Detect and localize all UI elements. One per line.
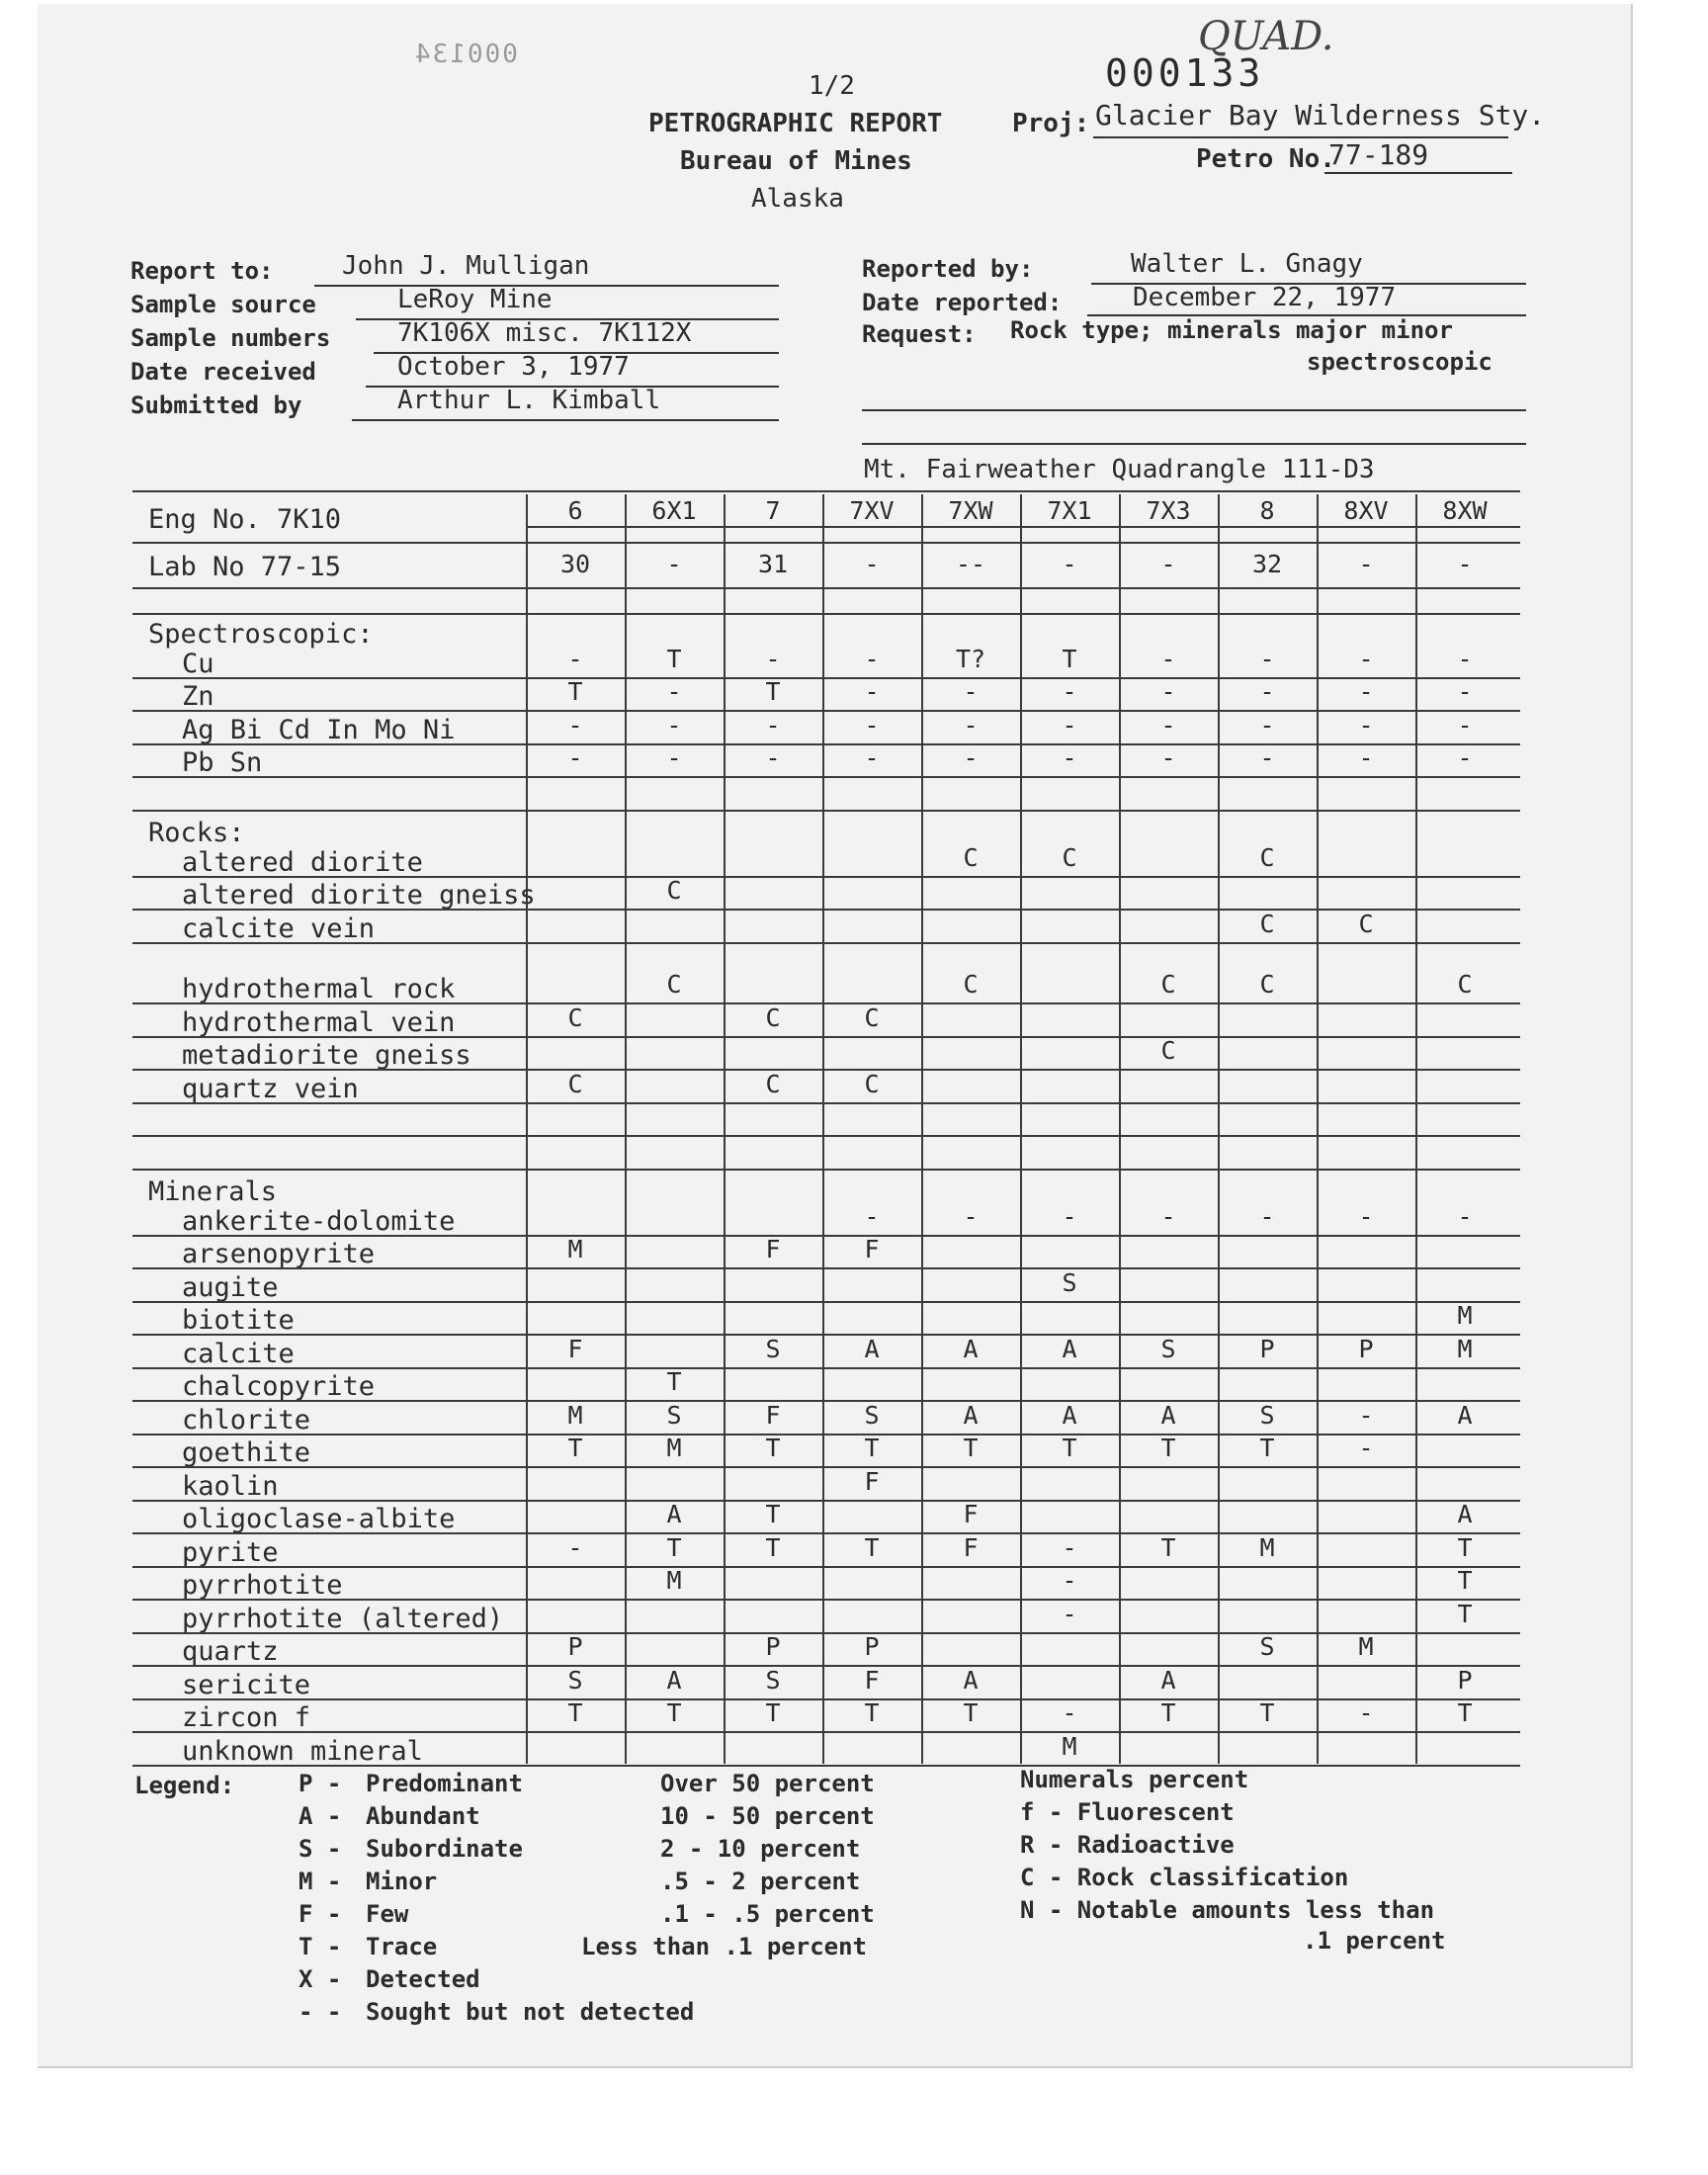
table-cell: C bbox=[963, 842, 979, 872]
request-line-2: spectroscopic bbox=[1307, 348, 1493, 376]
row-label: sericite bbox=[182, 1669, 311, 1700]
table-cell: T bbox=[666, 644, 682, 673]
table-cell: T bbox=[1457, 1698, 1473, 1727]
row-rule bbox=[132, 810, 1520, 812]
lab-number: - bbox=[1457, 550, 1473, 578]
table-cell: - bbox=[1457, 1201, 1473, 1231]
table-cell: - bbox=[1358, 743, 1374, 772]
row-label: Zn bbox=[182, 681, 214, 712]
lab-no-label: Lab No 77-15 bbox=[148, 552, 342, 582]
section-title: Rocks: bbox=[148, 818, 245, 848]
table-cell: - bbox=[1062, 710, 1077, 740]
underline bbox=[862, 409, 1526, 411]
table-cell: F bbox=[864, 1665, 880, 1695]
table-cell: M bbox=[666, 1434, 682, 1462]
table-cell: T bbox=[765, 1532, 781, 1562]
table-cell: - bbox=[1358, 710, 1374, 740]
legend-note: C - Rock classification bbox=[1020, 1864, 1349, 1891]
table-cell: T bbox=[765, 1434, 781, 1462]
table-cell: - bbox=[666, 677, 682, 706]
table-cell: A bbox=[1062, 1400, 1077, 1430]
table-cell: T? bbox=[955, 644, 986, 673]
table-cell: T bbox=[1062, 1434, 1077, 1462]
state-name: Alaska bbox=[751, 184, 844, 214]
table-cell: - bbox=[567, 710, 583, 740]
table-cell: P bbox=[765, 1632, 781, 1661]
table-cell: - bbox=[864, 644, 880, 673]
table-cell: - bbox=[1358, 1201, 1374, 1231]
row-label: calcite bbox=[182, 1338, 295, 1369]
reported-by-value: Walter L. Gnagy bbox=[1131, 249, 1363, 279]
table-cell: T bbox=[765, 1500, 781, 1528]
table-cell: C bbox=[1160, 1036, 1176, 1065]
table-cell: T bbox=[765, 677, 781, 706]
row-rule bbox=[132, 1169, 1520, 1171]
date-reported-value: December 22, 1977 bbox=[1133, 283, 1397, 312]
table-cell: A bbox=[666, 1500, 682, 1528]
row-label: Cu bbox=[182, 648, 214, 679]
table-cell: - bbox=[1259, 743, 1275, 772]
legend-code: - - bbox=[299, 1998, 342, 2026]
row-label: hydrothermal vein bbox=[182, 1006, 456, 1038]
table-cell: C bbox=[864, 1069, 880, 1098]
table-cell: - bbox=[1457, 677, 1473, 706]
table-cell: T bbox=[1457, 1566, 1473, 1595]
legend-range: Over 50 percent bbox=[660, 1770, 875, 1797]
table-cell: C bbox=[765, 1069, 781, 1098]
table-cell: T bbox=[864, 1434, 880, 1462]
legend-range: 2 - 10 percent bbox=[660, 1835, 861, 1863]
row-label: Pb Sn bbox=[182, 747, 263, 778]
table-cell: S bbox=[567, 1665, 583, 1695]
petro-value: 77-189 bbox=[1328, 138, 1429, 171]
column-header: 6 bbox=[567, 496, 583, 525]
table-cell: T bbox=[666, 1532, 682, 1562]
table-cell: T bbox=[666, 1698, 682, 1727]
legend-name: Trace bbox=[366, 1933, 438, 1960]
project-value: Glacier Bay Wilderness Sty. bbox=[1095, 99, 1546, 131]
table-cell: A bbox=[864, 1334, 880, 1363]
table-cell: S bbox=[765, 1334, 781, 1363]
table-cell: - bbox=[1062, 1201, 1077, 1231]
quadrangle-location: Mt. Fairweather Quadrangle 111-D3 bbox=[864, 455, 1375, 484]
legend-name: Abundant bbox=[366, 1802, 480, 1830]
legend-name: Subordinate bbox=[366, 1835, 523, 1863]
eng-no-label: Eng No. 7K10 bbox=[148, 504, 342, 535]
table-cell: M bbox=[567, 1400, 583, 1430]
table-cell: C bbox=[1259, 909, 1275, 938]
row-rule bbox=[132, 1765, 1520, 1767]
row-label: arsenopyrite bbox=[182, 1239, 376, 1269]
table-cell: T bbox=[1259, 1434, 1275, 1462]
column-header: 6X1 bbox=[651, 496, 697, 525]
table-cell: C bbox=[864, 1002, 880, 1032]
table-cell: A bbox=[1457, 1400, 1473, 1430]
legend-code: M - bbox=[299, 1868, 342, 1895]
table-cell: - bbox=[1259, 677, 1275, 706]
row-label: calcite vein bbox=[182, 913, 376, 944]
table-cell: F bbox=[864, 1466, 880, 1496]
row-rule bbox=[132, 587, 1520, 589]
table-cell: - bbox=[765, 644, 781, 673]
legend-code: A - bbox=[299, 1802, 342, 1830]
table-cell: T bbox=[765, 1698, 781, 1727]
table-cell: P bbox=[1457, 1665, 1473, 1695]
legend-range: 10 - 50 percent bbox=[660, 1802, 875, 1830]
lab-number: 32 bbox=[1251, 550, 1283, 578]
table-cell: - bbox=[1457, 644, 1473, 673]
table-cell: C bbox=[1062, 842, 1077, 872]
legend-name: Detected bbox=[366, 1965, 480, 1993]
table-cell: - bbox=[1457, 743, 1473, 772]
sample-numbers-label: Sample numbers bbox=[130, 324, 331, 352]
row-label: chalcopyrite bbox=[182, 1371, 376, 1402]
table-cell: F bbox=[963, 1500, 979, 1528]
sample-source-label: Sample source bbox=[130, 291, 316, 318]
table-cell: F bbox=[765, 1400, 781, 1430]
table-cell: - bbox=[864, 743, 880, 772]
request-label: Request: bbox=[862, 320, 977, 348]
row-label: unknown mineral bbox=[182, 1735, 423, 1767]
table-cell: - bbox=[1062, 1532, 1077, 1562]
table-cell: S bbox=[1062, 1267, 1077, 1297]
row-rule bbox=[132, 1367, 1520, 1369]
row-label: quartz vein bbox=[182, 1073, 359, 1104]
row-rule bbox=[132, 1135, 1520, 1137]
table-top-rule bbox=[132, 490, 1520, 492]
report-to-label: Report to: bbox=[130, 257, 274, 285]
table-cell: T bbox=[963, 1698, 979, 1727]
faint-stamp-number: 000134 bbox=[413, 40, 518, 69]
row-label: altered diorite bbox=[182, 846, 423, 878]
petro-label: Petro No. bbox=[1196, 144, 1335, 174]
row-label: pyrrhotite bbox=[182, 1570, 343, 1601]
table-cell: F bbox=[864, 1235, 880, 1263]
legend-label: Legend: bbox=[134, 1772, 235, 1799]
petro-underline bbox=[1324, 172, 1512, 174]
table-cell: S bbox=[765, 1665, 781, 1695]
row-rule bbox=[132, 1267, 1520, 1269]
table-cell: - bbox=[1062, 677, 1077, 706]
table-cell: S bbox=[1160, 1334, 1176, 1363]
row-rule bbox=[132, 1301, 1520, 1303]
table-cell: - bbox=[1259, 644, 1275, 673]
row-label: zircon f bbox=[182, 1702, 311, 1733]
legend-name: Predominant bbox=[366, 1770, 523, 1797]
table-cell: T bbox=[1259, 1698, 1275, 1727]
row-rule bbox=[132, 1500, 1520, 1502]
table-cell: S bbox=[1259, 1400, 1275, 1430]
table-cell: A bbox=[1062, 1334, 1077, 1363]
table-cell: - bbox=[1358, 1434, 1374, 1462]
row-label: ankerite-dolomite bbox=[182, 1205, 456, 1237]
legend-code: X - bbox=[299, 1965, 342, 1993]
date-reported-label: Date reported: bbox=[862, 289, 1063, 316]
lab-number: - bbox=[666, 550, 682, 578]
table-cell: C bbox=[1259, 842, 1275, 872]
table-cell: A bbox=[1457, 1500, 1473, 1528]
table-cell: - bbox=[1062, 1599, 1077, 1628]
table-cell: - bbox=[963, 743, 979, 772]
lab-number: - bbox=[864, 550, 880, 578]
table-cell: - bbox=[666, 743, 682, 772]
table-cell: - bbox=[1160, 644, 1176, 673]
date-received-value: October 3, 1977 bbox=[397, 352, 630, 382]
column-header: 8 bbox=[1259, 496, 1275, 525]
table-cell: C bbox=[666, 876, 682, 905]
lab-number: - bbox=[1062, 550, 1077, 578]
table-cell: - bbox=[1062, 1698, 1077, 1727]
table-cell: M bbox=[1358, 1632, 1374, 1661]
row-rule bbox=[132, 1731, 1520, 1733]
table-cell: S bbox=[1259, 1632, 1275, 1661]
page-number: 1/2 bbox=[809, 71, 855, 101]
table-cell: C bbox=[1160, 970, 1176, 999]
row-label: goethite bbox=[182, 1437, 311, 1468]
row-label: pyrite bbox=[182, 1536, 279, 1568]
underline bbox=[862, 443, 1526, 445]
table-cell: T bbox=[864, 1532, 880, 1562]
row-label: biotite bbox=[182, 1305, 295, 1336]
row-rule bbox=[132, 542, 1520, 544]
table-cell: T bbox=[1160, 1434, 1176, 1462]
table-cell: - bbox=[765, 743, 781, 772]
legend-code: F - bbox=[299, 1900, 342, 1928]
row-rule bbox=[132, 776, 1520, 778]
row-label: Ag Bi Cd In Mo Ni bbox=[182, 714, 456, 745]
row-rule bbox=[132, 942, 1520, 944]
legend-code: S - bbox=[299, 1835, 342, 1863]
table-cell: T bbox=[567, 677, 583, 706]
legend-note: f - Fluorescent bbox=[1020, 1798, 1235, 1826]
sample-source-value: LeRoy Mine bbox=[397, 285, 553, 314]
table-cell: - bbox=[765, 710, 781, 740]
row-rule bbox=[132, 1036, 1520, 1038]
table-cell: - bbox=[1358, 677, 1374, 706]
section-title: Spectroscopic: bbox=[148, 619, 374, 650]
underline bbox=[352, 419, 779, 421]
table-cell: C bbox=[1259, 970, 1275, 999]
legend-range: .5 - 2 percent bbox=[660, 1868, 861, 1895]
table-cell: - bbox=[567, 644, 583, 673]
table-cell: M bbox=[567, 1235, 583, 1263]
table-cell: - bbox=[1160, 710, 1176, 740]
submitted-by-label: Submitted by bbox=[130, 392, 302, 419]
table-cell: F bbox=[567, 1334, 583, 1363]
sample-numbers-value: 7K106X misc. 7K112X bbox=[397, 318, 692, 348]
table-cell: - bbox=[1259, 710, 1275, 740]
table-cell: S bbox=[666, 1400, 682, 1430]
table-cell: A bbox=[1160, 1400, 1176, 1430]
row-label: chlorite bbox=[182, 1404, 311, 1436]
legend-note: N - Notable amounts less than bbox=[1020, 1896, 1435, 1924]
table-cell: - bbox=[1358, 644, 1374, 673]
table-cell: T bbox=[567, 1698, 583, 1727]
table-cell: S bbox=[864, 1400, 880, 1430]
row-rule bbox=[132, 1102, 1520, 1104]
table-cell: M bbox=[1457, 1334, 1473, 1363]
reported-by-label: Reported by: bbox=[862, 255, 1034, 283]
document-number: 000133 bbox=[1105, 51, 1265, 95]
lab-number: - bbox=[1358, 550, 1374, 578]
table-cell: C bbox=[963, 970, 979, 999]
table-cell: - bbox=[666, 710, 682, 740]
column-header: 8XV bbox=[1343, 496, 1389, 525]
report-title: PETROGRAPHIC REPORT bbox=[648, 109, 943, 138]
table-cell: C bbox=[1457, 970, 1473, 999]
column-header: 8XW bbox=[1442, 496, 1488, 525]
legend-name: Sought but not detected bbox=[366, 1998, 695, 2026]
table-cell: - bbox=[864, 710, 880, 740]
table-cell: M bbox=[666, 1566, 682, 1595]
lab-number: - bbox=[1160, 550, 1176, 578]
column-header: 7 bbox=[765, 496, 781, 525]
table-cell: T bbox=[567, 1434, 583, 1462]
table-cell: - bbox=[864, 1201, 880, 1231]
column-header: 7XW bbox=[948, 496, 993, 525]
table-cell: A bbox=[963, 1334, 979, 1363]
row-label: quartz bbox=[182, 1636, 279, 1667]
table-cell: - bbox=[1062, 1566, 1077, 1595]
table-cell: M bbox=[1457, 1301, 1473, 1330]
row-rule bbox=[132, 876, 1520, 878]
table-cell: P bbox=[567, 1632, 583, 1661]
legend-range: .1 - .5 percent bbox=[660, 1900, 875, 1928]
project-underline bbox=[1093, 136, 1508, 138]
table-cell: - bbox=[1160, 677, 1176, 706]
date-received-label: Date received bbox=[130, 358, 316, 386]
handwritten-note: QUAD. bbox=[1198, 14, 1334, 59]
column-header: 7X3 bbox=[1146, 496, 1191, 525]
table-cell: - bbox=[1259, 1201, 1275, 1231]
table-cell: - bbox=[1062, 743, 1077, 772]
legend-name: Few bbox=[366, 1900, 409, 1928]
table-cell: C bbox=[765, 1002, 781, 1032]
table-cell: C bbox=[567, 1002, 583, 1032]
table-cell: P bbox=[1259, 1334, 1275, 1363]
lab-number: 30 bbox=[559, 550, 591, 578]
table-cell: T bbox=[666, 1367, 682, 1396]
row-rule bbox=[526, 526, 1520, 528]
table-cell: - bbox=[1160, 743, 1176, 772]
table-cell: - bbox=[963, 710, 979, 740]
row-label: altered diorite gneiss bbox=[182, 880, 536, 911]
table-cell: T bbox=[1457, 1599, 1473, 1628]
lab-number: 31 bbox=[757, 550, 789, 578]
table-cell: M bbox=[1259, 1532, 1275, 1562]
row-label: hydrothermal rock bbox=[182, 974, 456, 1004]
table-cell: - bbox=[864, 677, 880, 706]
row-label: augite bbox=[182, 1271, 279, 1303]
table-cell: T bbox=[963, 1434, 979, 1462]
table-cell: T bbox=[864, 1698, 880, 1727]
table-cell: - bbox=[567, 743, 583, 772]
column-header: 7X1 bbox=[1047, 496, 1092, 525]
legend-code: T - bbox=[299, 1933, 342, 1960]
table-cell: T bbox=[1457, 1532, 1473, 1562]
row-label: kaolin bbox=[182, 1470, 279, 1502]
table-cell: F bbox=[963, 1532, 979, 1562]
report-to-value: John J. Mulligan bbox=[342, 251, 590, 281]
table-cell: T bbox=[1160, 1532, 1176, 1562]
table-cell: A bbox=[666, 1665, 682, 1695]
table-cell: - bbox=[567, 1532, 583, 1562]
legend-note: Numerals percent bbox=[1020, 1766, 1249, 1793]
table-cell: F bbox=[765, 1235, 781, 1263]
table-cell: A bbox=[963, 1400, 979, 1430]
table-cell: - bbox=[963, 677, 979, 706]
row-label: pyrrhotite (altered) bbox=[182, 1603, 504, 1634]
legend-code: P - bbox=[299, 1770, 342, 1797]
table-cell: M bbox=[1062, 1731, 1077, 1761]
table-cell: - bbox=[1160, 1201, 1176, 1231]
row-rule bbox=[132, 1599, 1520, 1601]
legend-range: Less than .1 percent bbox=[581, 1933, 867, 1960]
table-cell: C bbox=[666, 970, 682, 999]
legend-note: R - Radioactive bbox=[1020, 1831, 1235, 1859]
table-cell: T bbox=[1160, 1698, 1176, 1727]
table-cell: A bbox=[963, 1665, 979, 1695]
project-label: Proj: bbox=[1012, 109, 1090, 138]
table-cell: - bbox=[1358, 1698, 1374, 1727]
table-cell: C bbox=[1358, 909, 1374, 938]
row-label: metadiorite gneiss bbox=[182, 1040, 471, 1071]
row-label: oligoclase-albite bbox=[182, 1504, 456, 1534]
row-rule bbox=[132, 613, 1520, 615]
table-cell: P bbox=[864, 1632, 880, 1661]
request-line-1: Rock type; minerals major minor bbox=[1010, 316, 1453, 344]
section-title: Minerals bbox=[148, 1176, 278, 1207]
table-cell: T bbox=[1062, 644, 1077, 673]
legend-name: Minor bbox=[366, 1868, 438, 1895]
row-rule bbox=[132, 1566, 1520, 1568]
table-cell: - bbox=[1358, 1400, 1374, 1430]
submitted-by-value: Arthur L. Kimball bbox=[397, 386, 661, 415]
table-cell: - bbox=[963, 1201, 979, 1231]
table-cell: C bbox=[567, 1069, 583, 1098]
legend-note: .1 percent bbox=[1303, 1927, 1446, 1955]
table-cell: A bbox=[1160, 1665, 1176, 1695]
lab-number: -- bbox=[955, 550, 986, 578]
column-header: 7XV bbox=[849, 496, 895, 525]
table-cell: - bbox=[1457, 710, 1473, 740]
agency-name: Bureau of Mines bbox=[680, 146, 912, 176]
table-cell: P bbox=[1358, 1334, 1374, 1363]
